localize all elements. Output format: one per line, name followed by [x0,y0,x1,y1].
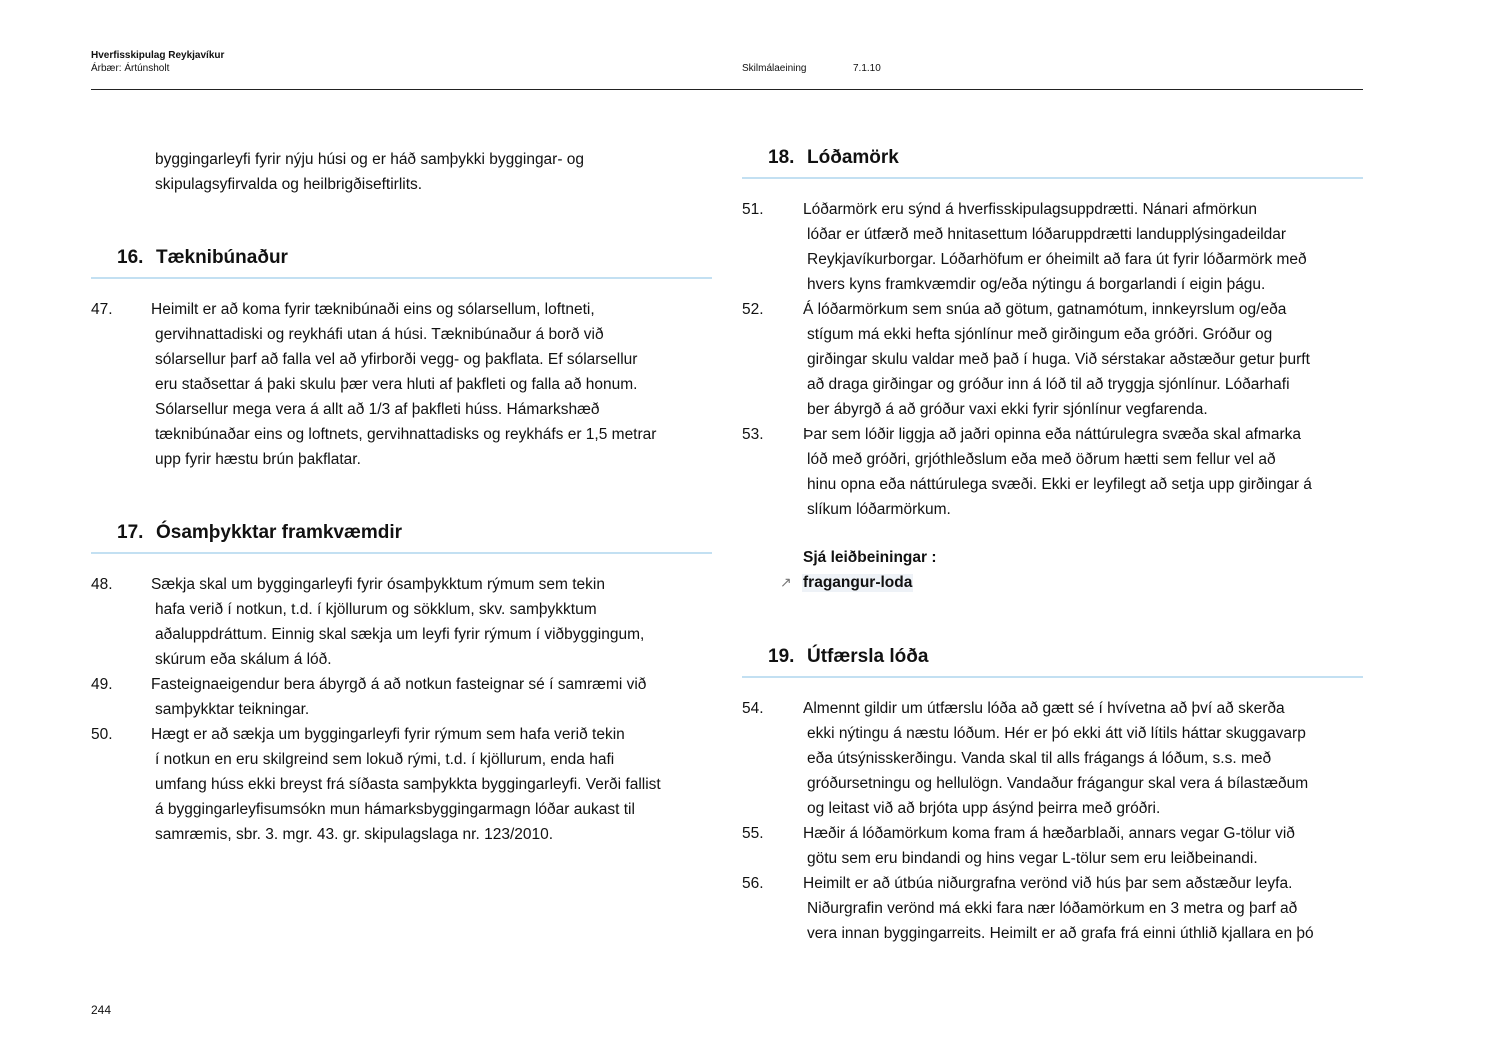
paragraph-line: gervihnattadiski og reykháfi utan á húsi. Tæknibúnaður á borð við [155,326,604,343]
paragraph-line: og leitast við að brjóta upp ásýnd þeirra með gróðri. [807,800,1161,817]
paragraph-number: 50. [91,726,113,743]
numbered-paragraph [91,572,731,672]
paragraph-text [151,722,731,847]
paragraph-line: Almennt gildir um útfærslu lóða að gætt sé í hvívetna að því að skerða [803,700,1285,717]
paragraph-line: samþykktar teikningar. [155,701,310,718]
paragraph-line: Heimilt er að koma fyrir tæknibúnaði eins og sólarsellum, loftneti, [151,301,595,318]
paragraph-number: 47. [91,301,113,318]
paragraph-line: lóð með gróðri, grjóthleðslum eða með öðrum hætti sem fellur vel að [807,451,1276,468]
paragraph-line: skipulagsyfirvalda og heilbrigðiseftirlits. [155,176,423,193]
section-heading-title: Ósamþykktar framkvæmdir [156,522,403,543]
header-divider [91,89,1363,90]
paragraph-line: Sækja skal um byggingarleyfi fyrir ósamþykktum rýmum sem tekin [151,576,605,593]
section-heading-number: 17. [117,522,144,543]
paragraph-line: Fasteignaeigendur bera ábyrgð á að notkun fasteignar sé í samræmi við [151,676,647,693]
section-heading [768,646,928,668]
document-subtitle: Árbær: Ártúnsholt [91,63,170,74]
numbered-paragraph [742,422,1382,522]
paragraph-text [151,572,731,672]
numbered-paragraph [742,197,1382,297]
paragraph-line: vera innan byggingarreits. Heimilt er að grafa frá einni úthlið kjallara en þó [807,925,1314,942]
paragraph-line: eða útsýnisskerðingu. Vanda skal til alls frágangs á lóðum, s.s. með [807,750,1272,767]
paragraph-line: Heimilt er að útbúa niðurgrafna verönd við hús þar sem aðstæður leyfa. [803,875,1293,892]
guideline-link[interactable]: fragangur-loda [803,574,913,591]
paragraph-line: tæknibúnaðar eins og loftnets, gervihnattadisks og reykháfs er 1,5 metrar [155,426,657,443]
page-number: 244 [91,1003,112,1017]
paragraph-line: Hægt er að sækja um byggingarleyfi fyrir rýmum sem hafa verið tekin [151,726,625,743]
paragraph-number: 55. [742,825,764,842]
section-heading-number: 16. [117,247,144,268]
section-heading [768,147,899,169]
paragraph-line: gróðursetningu og hellulögn. Vandaður frágangur skal vera á bílastæðum [807,775,1309,792]
paragraph-line: byggingarleyfi fyrir nýju húsi og er háð samþykki byggingar- og [155,151,585,168]
paragraph-text [803,422,1382,522]
section-divider [742,177,1363,179]
paragraph-number: 52. [742,301,764,318]
paragraph-line: Lóðarmörk eru sýnd á hverfisskipulagsuppdrætti. Nánari afmörkun [803,201,1258,218]
paragraph-line: girðingar skulu valdar með það í huga. Við sérstakar aðstæður getur þurft [807,351,1310,368]
paragraph-number: 49. [91,676,113,693]
numbered-paragraph [91,722,731,847]
paragraph-line: ber ábyrgð á að gróður vaxi ekki fyrir sjónlínur vegfarenda. [807,401,1208,418]
numbered-paragraph [742,871,1382,946]
paragraph-number: 48. [91,576,113,593]
section-divider [91,552,712,554]
external-link-arrow-icon: ↗ [780,574,792,590]
section-heading-title: Lóðamörk [807,147,899,168]
paragraph-text [803,821,1382,871]
paragraph-line: í notkun en eru skilgreind sem lokuð rými, t.d. í kjöllurum, enda hafi [155,751,615,768]
paragraph-line: Á lóðarmörkum sem snúa að götum, gatnamótum, innkeyrslum og/eða [803,301,1287,318]
section-heading-number: 18. [768,147,795,168]
numbered-paragraph [742,821,1382,871]
paragraph-text [803,297,1382,422]
paragraph-line: Hæðir á lóðamörkum koma fram á hæðarblaði, annars vegar G-tölur við [803,825,1295,842]
paragraph-line: skúrum eða skálum á lóð. [155,651,332,668]
paragraph-number: 53. [742,426,764,443]
section-heading [117,247,288,269]
paragraph-line: lóðar er útfærð með hnitasettum lóðaruppdrætti landupplýsingadeildar [807,226,1287,243]
paragraph-line: ekki nýtingu á næstu lóðum. Hér er þó ekki átt við lítils háttar skuggavarp [807,725,1306,742]
paragraph-line: aðaluppdráttum. Einnig skal sækja um leyfi fyrir rýmum í viðbyggingum, [155,626,645,643]
section-heading-title: Tæknibúnaður [156,247,288,268]
paragraph-text [151,297,731,472]
paragraph-line: hafa verið í notkun, t.d. í kjöllurum og sökklum, skv. samþykktum [155,601,597,618]
numbered-paragraph [742,696,1382,821]
paragraph-line: á byggingarleyfisumsókn mun hámarksbyggingarmagn lóðar aukast til [155,801,635,818]
section-divider [91,277,712,279]
paragraph-line: Sólarsellur mega vera á allt að 1/3 af þakfleti húss. Hámarkshæð [155,401,600,418]
numbered-paragraph [91,297,731,472]
paragraph-line: Reykjavíkurborgar. Lóðarhöfum er óheimilt að fara út fyrir lóðarmörk með [807,251,1307,268]
numbered-paragraph [91,672,731,722]
section-label: Skilmálaeining [742,63,807,74]
paragraph-line: Niðurgrafin verönd má ekki fara nær lóðamörkum en 3 metra og þarf að [807,900,1298,917]
paragraph-line: stígum má ekki hefta sjónlínur með girðingum eða gróðri. Gróður og [807,326,1273,343]
paragraph-number: 51. [742,201,764,218]
paragraph-text [803,871,1382,946]
paragraph-line: Þar sem lóðir liggja að jaðri opinna eða náttúrulegra svæða skal afmarka [803,426,1301,443]
paragraph-text [803,197,1382,297]
paragraph-line: umfang húss ekki breyst frá síðasta samþykkta byggingarleyfi. Verði fallist [155,776,661,793]
paragraph-number: 54. [742,700,764,717]
section-heading-title: Útfærsla lóða [807,646,929,667]
numbered-paragraph [742,297,1382,422]
paragraph-line: hvers kyns framkvæmdir og/eða nýtingu á borgarlandi í eigin þágu. [807,276,1266,293]
see-guidelines-label: Sjá leiðbeiningar : [803,549,937,566]
paragraph-text [151,672,731,722]
section-number: 7.1.10 [853,63,881,74]
paragraph-line: að draga girðingar og gróður inn á lóð til að tryggja sjónlínur. Lóðarhafi [807,376,1290,393]
paragraph-line: samræmis, sbr. 3. mgr. 43. gr. skipulagslaga nr. 123/2010. [155,826,554,843]
paragraph-line: götu sem eru bindandi og hins vegar L-tölur sem eru leiðbeinandi. [807,850,1258,867]
section-heading [117,522,402,544]
section-heading-number: 19. [768,646,795,667]
paragraph-line: upp fyrir hæstu brún þakflatar. [155,451,361,468]
paragraph-line: slíkum lóðarmörkum. [807,501,951,518]
paragraph-line: sólarsellur þarf að falla vel að yfirborði vegg- og þakflata. Ef sólarsellur [155,351,638,368]
intro-paragraph [155,147,584,197]
paragraph-line: eru staðsettar á þaki skulu þær vera hluti af þakfleti og falla að honum. [155,376,638,393]
paragraph-line: hinu opna eða náttúrulega svæði. Ekki er leyfilegt að setja upp girðingar á [807,476,1312,493]
paragraph-text [803,696,1382,821]
section-divider [742,676,1363,678]
paragraph-number: 56. [742,875,764,892]
document-title: Hverfisskipulag Reykjavíkur [91,50,225,61]
